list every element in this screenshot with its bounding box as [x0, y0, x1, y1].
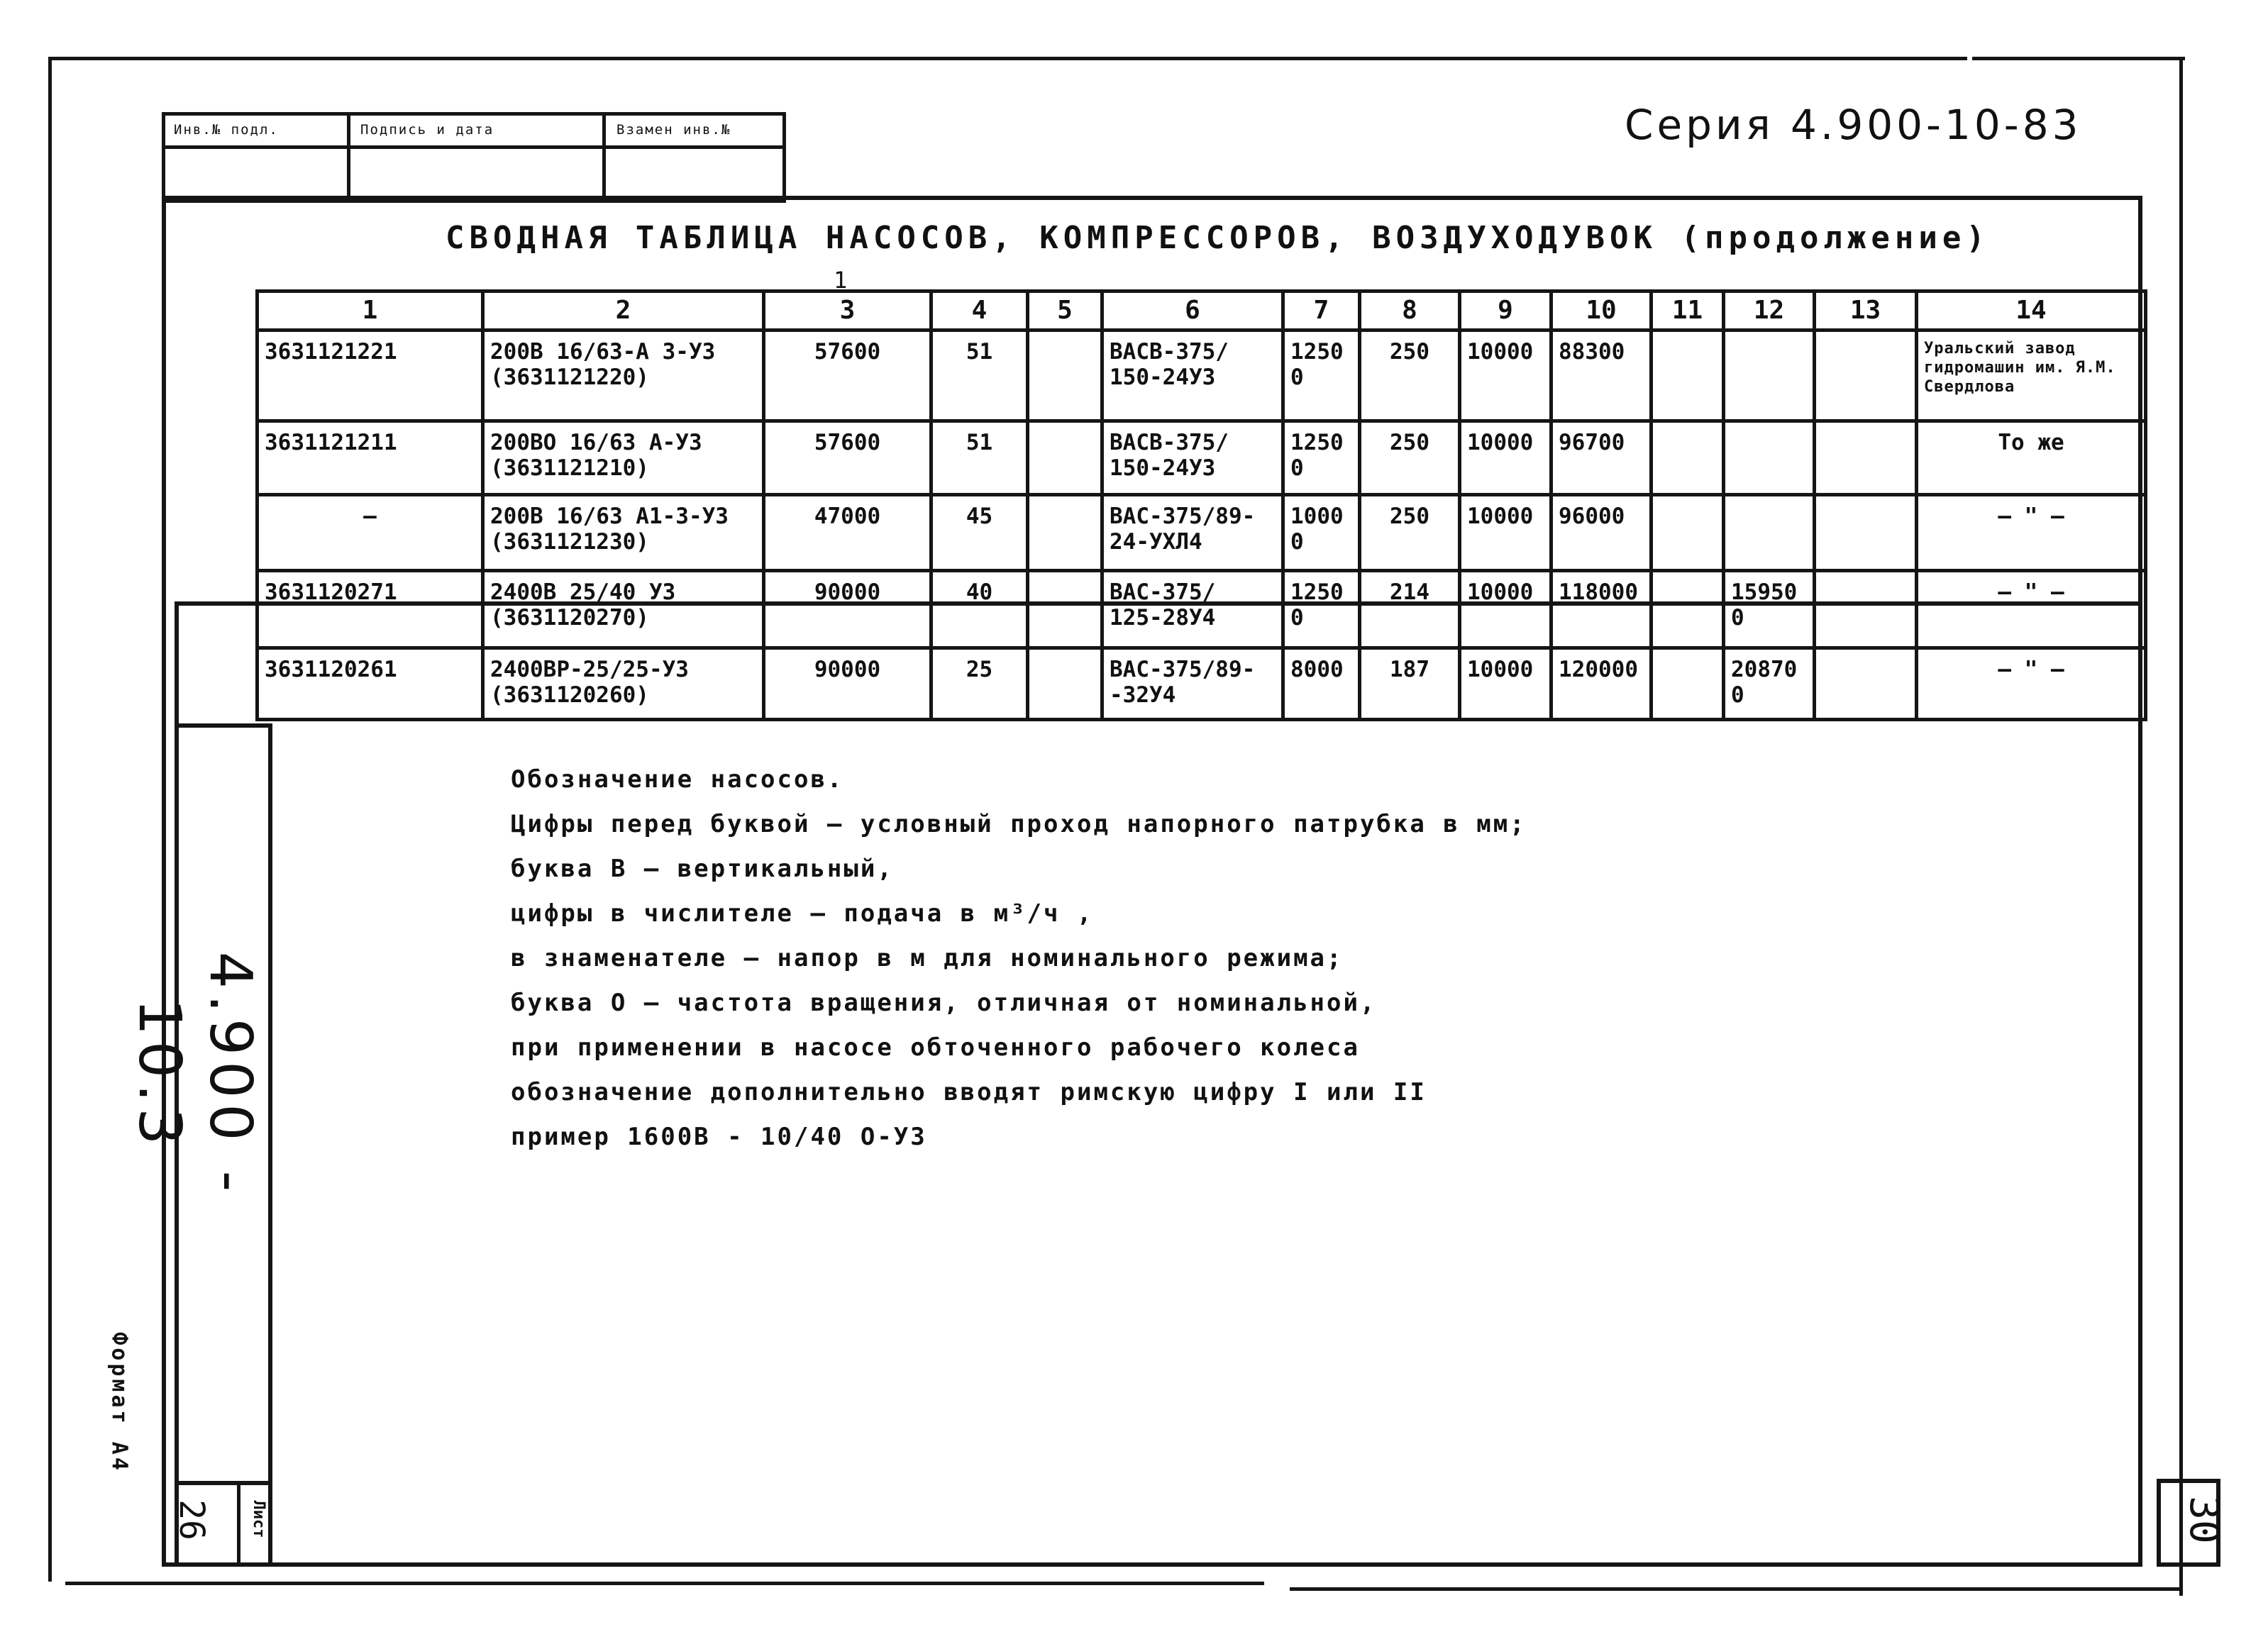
table-cell: 250 — [1360, 421, 1460, 495]
table-row — [258, 331, 2146, 421]
table-cell: ВАС-375/ 125-28У4 — [1102, 571, 1283, 648]
table-cell: 12500 — [1283, 571, 1360, 648]
page-number: 30 — [2181, 1496, 2227, 1544]
table-cell: – — [258, 495, 483, 571]
column-header: 13 — [1815, 291, 1917, 331]
column-header: 3 — [764, 291, 931, 331]
table-cell: 2400ВР-25/25-У3 (3631120260) — [483, 648, 764, 720]
table-cell: 10000 — [1460, 571, 1551, 648]
table-cell: 88300 — [1551, 331, 1652, 421]
column-mark: 1 — [834, 267, 848, 294]
column-header: 12 — [1724, 291, 1815, 331]
note-line: обозначение дополнительно вводят римскую цифру I или II — [511, 1078, 1427, 1106]
table-cell: 3631121221 — [258, 331, 483, 421]
table-cell: — " — — [1917, 648, 2146, 720]
table-cell — [1028, 421, 1102, 495]
table-cell: 40 — [931, 571, 1028, 648]
table-cell: 12500 — [1283, 331, 1360, 421]
table-cell: 250 — [1360, 495, 1460, 571]
table-cell: 90000 — [764, 571, 931, 648]
table-cell: 3631120271 — [258, 571, 483, 648]
table-cell: 45 — [931, 495, 1028, 571]
table-cell — [1652, 331, 1724, 421]
signature-stamp — [162, 112, 786, 203]
pump-designation-notes — [511, 757, 1752, 1160]
table-cell — [1652, 421, 1724, 495]
column-header: 8 — [1360, 291, 1460, 331]
leaf-divider — [237, 1481, 240, 1566]
table-cell: 12500 — [1283, 421, 1360, 495]
table-cell: 96700 — [1551, 421, 1652, 495]
note-line: при применении в насосе обточенного рабочего колеса — [511, 1033, 1360, 1062]
table-cell: 10000 — [1460, 421, 1551, 495]
table-cell: 51 — [931, 421, 1028, 495]
note-line: буква В – вертикальный, — [511, 855, 894, 883]
table-header-row — [258, 291, 2146, 331]
column-header: 4 — [931, 291, 1028, 331]
table-cell: 25 — [931, 648, 1028, 720]
table-cell: 47000 — [764, 495, 931, 571]
column-header: 7 — [1283, 291, 1360, 331]
table-cell: 214 — [1360, 571, 1460, 648]
stamp-cell-inventory: Инв.№ подл. — [174, 122, 279, 138]
note-line: пример 1600В - 10/40 О-У3 — [511, 1123, 927, 1151]
table-cell: — " — — [1917, 571, 2146, 648]
table-cell: 10000 — [1460, 331, 1551, 421]
table-cell: Уральский завод гидромашин им. Я.М. Свердлова — [1917, 331, 2146, 421]
table-row — [258, 421, 2146, 495]
column-header: 9 — [1460, 291, 1551, 331]
table-cell — [1724, 421, 1815, 495]
column-header: 14 — [1917, 291, 2146, 331]
table-cell: То же — [1917, 421, 2146, 495]
table-cell — [1724, 495, 1815, 571]
table-cell: 57600 — [764, 331, 931, 421]
table-cell: 187 — [1360, 648, 1460, 720]
note-line: буква О – частота вращения, отличная от номинальной, — [511, 989, 1377, 1017]
table-cell: 10000 — [1283, 495, 1360, 571]
column-header: 5 — [1028, 291, 1102, 331]
table-cell: 200В 16/63 А1-3-У3 (3631121230) — [483, 495, 764, 571]
leaf-label: Лист — [250, 1500, 267, 1538]
table-cell — [1028, 571, 1102, 648]
table-cell: ВАС-375/89- 24-УХЛ4 — [1102, 495, 1283, 571]
table-cell: 96000 — [1551, 495, 1652, 571]
column-header: 6 — [1102, 291, 1283, 331]
column-header: 10 — [1551, 291, 1652, 331]
table-cell — [1652, 571, 1724, 648]
table-cell: 200В 16/63-А 3-У3 (3631121220) — [483, 331, 764, 421]
table-cell — [1724, 331, 1815, 421]
table-cell: 3631121211 — [258, 421, 483, 495]
table-row — [258, 571, 2146, 648]
stamp-cell-replacement: Взамен инв.№ — [616, 122, 731, 138]
table-cell: ВАС-375/89- -32У4 — [1102, 648, 1283, 720]
table-cell: 3631120261 — [258, 648, 483, 720]
table-cell — [1652, 495, 1724, 571]
table-cell — [1652, 648, 1724, 720]
table-cell: 208700 — [1724, 648, 1815, 720]
table-cell: 90000 — [764, 648, 931, 720]
table-cell: 250 — [1360, 331, 1460, 421]
table-cell — [1815, 648, 1917, 720]
table-cell: 118000 — [1551, 571, 1652, 648]
table-cell: 159500 — [1724, 571, 1815, 648]
table-cell: 51 — [931, 331, 1028, 421]
document-title: СВОДНАЯ ТАБЛИЦА НАСОСОВ, КОМПРЕССОРОВ, ВОЗДУХОДУВОК (продолжение) — [446, 220, 1990, 256]
format-label: Формат А4 — [106, 1332, 132, 1473]
table-cell — [1815, 495, 1917, 571]
leaf-number: 26 — [172, 1499, 211, 1540]
note-line: в знаменателе – напор в м для номинального режима; — [511, 944, 1344, 972]
table-cell — [1815, 331, 1917, 421]
table-cell: 10000 — [1460, 648, 1551, 720]
series-label: Серия 4.900-10-83 — [1625, 101, 2082, 149]
table-cell: 8000 — [1283, 648, 1360, 720]
table-cell: ВАСВ-375/ 150-24У3 — [1102, 331, 1283, 421]
note-line: Обозначение насосов. — [511, 765, 844, 794]
column-header: 11 — [1652, 291, 1724, 331]
column-header: 1 — [258, 291, 483, 331]
table-cell — [1815, 571, 1917, 648]
table-row — [258, 495, 2146, 571]
stamp-cell-signature: Подпись и дата — [360, 122, 494, 138]
column-header: 2 — [483, 291, 764, 331]
table-cell: 2400В 25/40 У3 (3631120270) — [483, 571, 764, 648]
note-line: цифры в числителе – подача в м³/ч , — [511, 899, 1094, 928]
summary-table — [255, 289, 2147, 721]
table-cell: 10000 — [1460, 495, 1551, 571]
table-cell — [1815, 421, 1917, 495]
table-row — [258, 648, 2146, 720]
vertical-document-code: 4.900 - 10.3 — [126, 951, 264, 1198]
table-cell — [1028, 648, 1102, 720]
table-cell — [1028, 331, 1102, 421]
table-cell — [1028, 495, 1102, 571]
table-cell: ВАСВ-375/ 150-24У3 — [1102, 421, 1283, 495]
table-cell: 120000 — [1551, 648, 1652, 720]
table-cell: 200ВО 16/63 А-У3 (3631121210) — [483, 421, 764, 495]
table-cell: 57600 — [764, 421, 931, 495]
note-line: Цифры перед буквой – условный проход напорного патрубка в мм; — [511, 810, 1527, 838]
table-cell: — " — — [1917, 495, 2146, 571]
